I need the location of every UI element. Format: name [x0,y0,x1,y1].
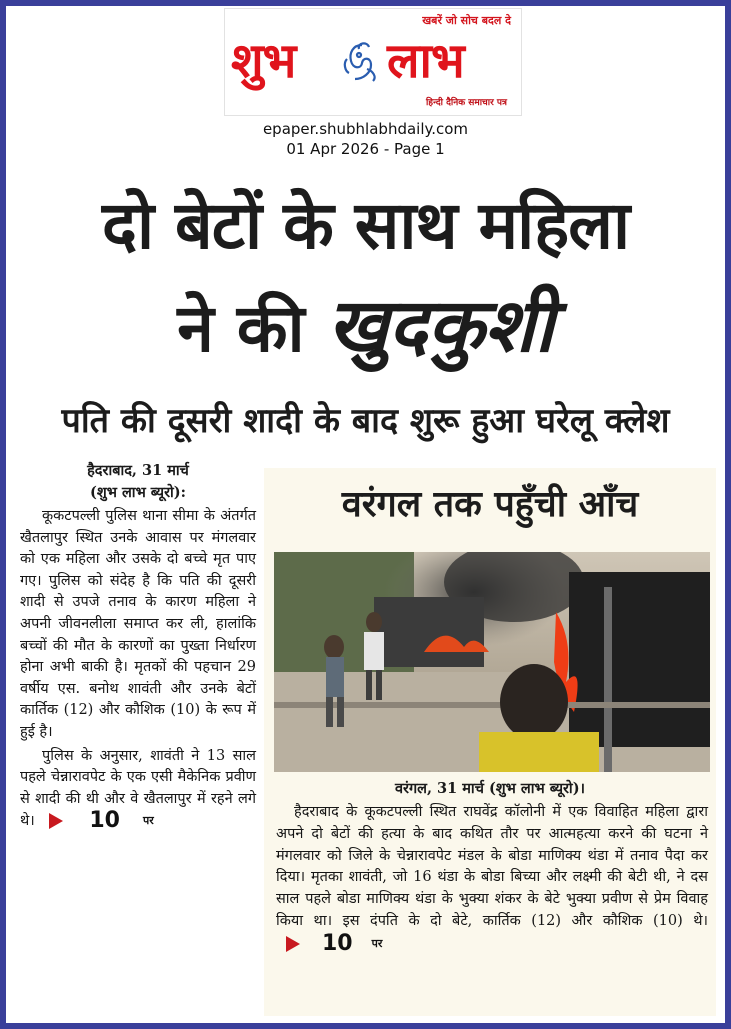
masthead-subline: हिन्दी दैनिक समाचार पत्र [425,98,507,108]
left-story [20,460,256,833]
play-arrow-icon [286,936,300,952]
headline-accent-word: खुदकुशी [327,283,554,369]
news-photo[interactable] [274,552,710,772]
right-story-dateline: वरंगल, 31 मार्च (शुभ लाभ ब्यूरो)। [394,780,586,797]
left-continued-page: 10 [89,808,120,834]
right-story-paragraph-text: हैदराबाद के कूकटपल्ली स्थित राघवेंद्र कॉलोनी में एक विवाहित महिला द्वारा अपने दो बेटों की हत्या के बाद कथित तौर पर आत्महत्या करने की घटना ने मंगलवार को जिले के चेन्नारावपेट मंडल के बोडा माणिक्य थंडा में तनाव पैदा कर दिया। मृतका शावंती, जो 16 थंडा के बोडा बिच्या और लक्ष्मी की बेटी थी, ने दस साल पहले बोडा माणिक्य थंडा के भुक्या शंकर के बेटे भुक्या प्रवीण से प्रेम विवाह किया था। इस दंपति के दो बेटे, कार्तिक (12) और कौशिक (10) थे। [276,804,708,929]
left-story-paragraph-1: कूकटपल्ली पुलिस थाना सीमा के अंतर्गत खैतलापुर स्थित उनके आवास पर मंगलवार को एक महिला और उसके दो बच्चे मृत पाए गए। पुलिस को संदेह है कि पति की दूसरी शादी से उपजे तनाव के कारण महिला ने अपनी जीवनलीला समाप्त कर ली, हालांकि बच्चों की मौत के कारणों का पुख्ता निर्धारण होना अभी बाकी है। मृतकों की पहचान 29 वर्षीय एस. बनोथ शावंती और उनके बेटों कार्तिक (12) और कौशिक (10) के रूप में हुई है। [20,508,256,740]
headline-line-2-prefix: ने की [177,290,305,367]
masthead-name-left: शुभ [231,33,296,89]
headline-line-2 [6,272,725,373]
right-story-title: वरंगल तक पहुँची आँच [341,484,639,525]
right-story-paragraph [276,802,708,955]
right-continued-link[interactable] [286,930,383,956]
left-story-dateline-city: हैदराबाद, 31 मार्च [87,462,189,479]
masthead-tagline: खबरें जो सोच बदल दे [422,14,511,27]
right-continued-page: 10 [322,930,353,956]
edition-date-page: 01 Apr 2026 - Page 1 [286,140,445,158]
left-story-paragraph-2 [20,746,256,833]
play-arrow-icon [49,813,63,829]
left-story-paragraph-2-text: पुलिस के अनुसार, शावंती ने 13 साल पहले चेन्नारावपेट के एक एसी मैकेनिक प्रवीण से शादी की थी और वे खैतलापुर में रहने लगे थे। [20,747,256,830]
epaper-url[interactable]: epaper.shubhlabhdaily.com [262,120,469,138]
left-story-dateline-bureau: (शुभ लाभ ब्यूरो): [90,484,186,501]
subheadline: पति की दूसरी शादी के बाद शुरू हुआ घरेलू क्लेश [61,401,670,441]
left-continued-link[interactable] [49,810,153,832]
ganesha-logo-icon [337,39,387,85]
right-story-box [264,468,716,1016]
right-continued-suffix: पर [371,936,383,950]
masthead[interactable] [224,8,522,116]
left-continued-suffix: पर [143,814,154,828]
masthead-name-right: लाभ [387,33,464,89]
headline-line-1: दो बेटों के साथ महिला [101,187,630,264]
epaper-page [6,6,725,1023]
